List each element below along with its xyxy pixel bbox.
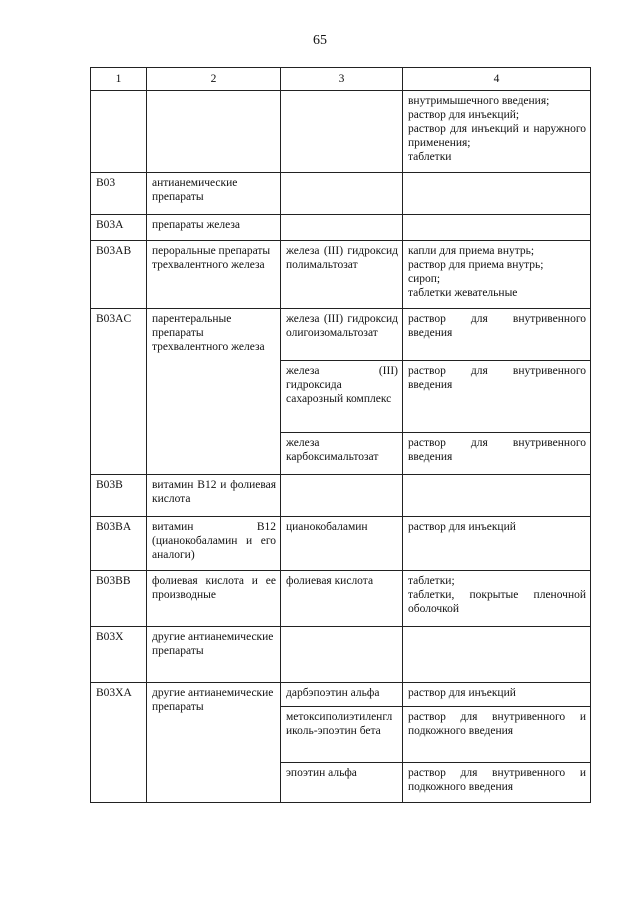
group-cell: витамин B12 (цианокобаламин и его аналоги) xyxy=(147,517,281,571)
group-cell xyxy=(147,91,281,173)
forms-cell xyxy=(403,91,591,173)
group-cell: антианемические препараты xyxy=(147,173,281,215)
forms-cell xyxy=(403,571,591,627)
form-line: раствор для внутривенного введения xyxy=(408,437,586,463)
atc-code-cell: B03AC xyxy=(91,309,147,475)
substance-cell xyxy=(281,91,403,173)
forms-cell xyxy=(403,517,591,571)
table-row xyxy=(91,683,591,707)
form-line: раствор для инъекций xyxy=(408,521,516,533)
substance-cell: железа (III) гидроксид полимальтозат xyxy=(281,241,403,309)
header-col-1: 1 xyxy=(91,68,147,91)
atc-code-cell: B03X xyxy=(91,627,147,683)
atc-drug-table xyxy=(90,67,591,803)
group-cell: витамин B12 и фолиевая кислота xyxy=(147,475,281,517)
form-line: раствор для инъекций и наружного применения; xyxy=(408,123,586,149)
form-line: капли для приема внутрь; xyxy=(408,245,535,257)
atc-code-cell: B03BB xyxy=(91,571,147,627)
form-line: таблетки жевательные xyxy=(408,287,518,299)
form-line: раствор для внутривенного и подкожного введения xyxy=(408,711,586,737)
form-line: внутримышечного введения; xyxy=(408,95,550,107)
table-row xyxy=(91,627,591,683)
forms-cell xyxy=(403,309,591,361)
table-row xyxy=(91,173,591,215)
header-col-2: 2 xyxy=(147,68,281,91)
page-number: 65 xyxy=(313,33,327,48)
substance-cell xyxy=(281,173,403,215)
form-line: раствор для инъекций; xyxy=(408,109,520,121)
atc-code-cell: B03AB xyxy=(91,241,147,309)
atc-code-cell: B03A xyxy=(91,215,147,241)
atc-code-cell: B03XA xyxy=(91,683,147,803)
substance-cell: железа карбоксимальтозат xyxy=(281,433,403,475)
form-line: таблетки xyxy=(408,151,452,163)
header-col-4: 4 xyxy=(403,68,591,91)
substance-cell: метоксиполиэтиленгликоль-эпоэтин бета xyxy=(281,707,403,763)
form-line: раствор для инъекций xyxy=(408,687,516,699)
form-line: сироп; xyxy=(408,273,441,285)
atc-code-cell: B03 xyxy=(91,173,147,215)
atc-code-cell: B03B xyxy=(91,475,147,517)
forms-cell xyxy=(403,475,591,517)
forms-cell xyxy=(403,215,591,241)
substance-cell: цианокобаламин xyxy=(281,517,403,571)
substance-cell xyxy=(281,627,403,683)
table-row xyxy=(91,571,591,627)
substance-cell: фолиевая кислота xyxy=(281,571,403,627)
group-cell: фолиевая кислота и ее производные xyxy=(147,571,281,627)
header-col-3: 3 xyxy=(281,68,403,91)
group-cell: препараты железа xyxy=(147,215,281,241)
table-row xyxy=(91,309,591,361)
form-line: таблетки, покрытые пленочной оболочкой xyxy=(408,589,586,615)
forms-cell xyxy=(403,627,591,683)
table-header-row xyxy=(91,68,591,91)
substance-cell: дарбэпоэтин альфа xyxy=(281,683,403,707)
table-row xyxy=(91,475,591,517)
forms-cell xyxy=(403,361,591,433)
forms-cell xyxy=(403,241,591,309)
substance-cell: железа (III) гидроксида сахарозный комплекс xyxy=(281,361,403,433)
forms-cell xyxy=(403,763,591,803)
table-row xyxy=(91,215,591,241)
table-row xyxy=(91,241,591,309)
substance-cell xyxy=(281,475,403,517)
substance-cell xyxy=(281,215,403,241)
form-line: раствор для внутривенного и подкожного введения xyxy=(408,767,586,793)
group-cell: парентеральные препараты трехвалентного железа xyxy=(147,309,281,475)
group-cell: пероральные препараты трехвалентного железа xyxy=(147,241,281,309)
atc-code-cell xyxy=(91,91,147,173)
group-cell: другие антианемические препараты xyxy=(147,627,281,683)
substance-cell: эпоэтин альфа xyxy=(281,763,403,803)
table-row xyxy=(91,91,591,173)
forms-cell xyxy=(403,433,591,475)
form-line: раствор для приема внутрь; xyxy=(408,259,544,271)
atc-code-cell: B03BA xyxy=(91,517,147,571)
form-line: раствор для внутривенного введения xyxy=(408,313,586,339)
forms-cell xyxy=(403,707,591,763)
table-row xyxy=(91,517,591,571)
form-line: раствор для внутривенного введения xyxy=(408,365,586,391)
form-line: таблетки; xyxy=(408,575,455,587)
forms-cell xyxy=(403,173,591,215)
forms-cell xyxy=(403,683,591,707)
group-cell: другие антианемические препараты xyxy=(147,683,281,803)
substance-cell: железа (III) гидроксид олигоизомальтозат xyxy=(281,309,403,361)
